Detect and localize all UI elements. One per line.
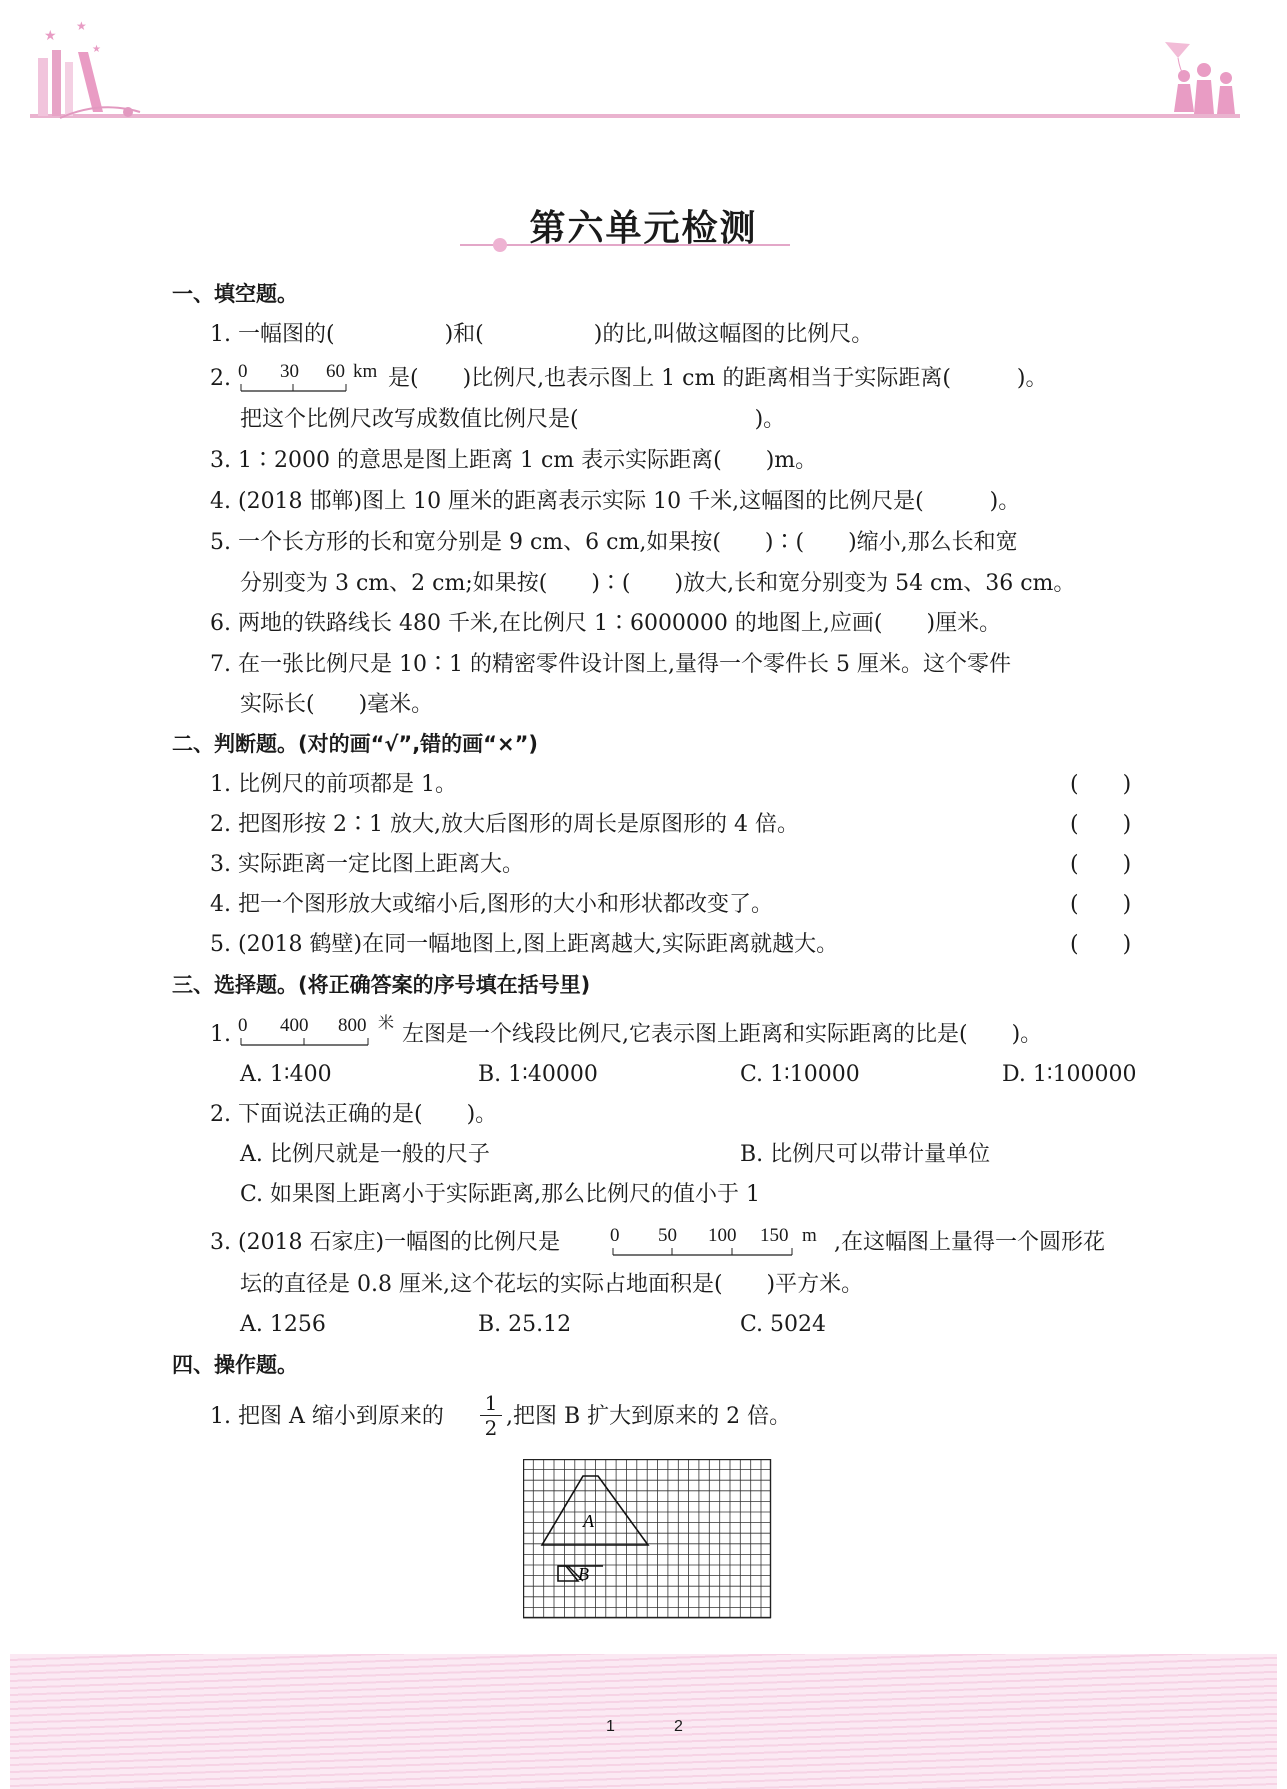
s1-question-1: 1. 一幅图的( )和( )的比,叫做这幅图的比例尺。 <box>210 322 874 347</box>
scale-bar <box>238 382 350 394</box>
s2-item-5: 5. (2018 鹤壁)在同一幅地图上,图上距离越大,实际距离就越大。 <box>210 932 839 957</box>
s4-question-1-pre: 1. 把图 A 缩小到原来的 <box>210 1404 444 1429</box>
scale-unit: m <box>802 1225 817 1246</box>
option-c: C. 如果图上距离小于实际距离,那么比例尺的值小于 1 <box>240 1182 761 1207</box>
s3-question-3b: 坛的直径是 0.8 厘米,这个花坛的实际占地面积是( )平方米。 <box>240 1272 864 1297</box>
s1-question-2a: 是( )比例尺,也表示图上 1 cm 的距离相当于实际距离( )。 <box>388 366 1048 391</box>
option-b: B. 1∶40000 <box>478 1062 598 1087</box>
option-d: D. 1∶100000 <box>1002 1062 1137 1087</box>
option-a: A. 1∶400 <box>240 1062 332 1087</box>
answer-parentheses: ( ) <box>1070 812 1132 837</box>
s3-question-2: 2. 下面说法正确的是( )。 <box>210 1102 498 1127</box>
scale-bar <box>610 1246 795 1258</box>
grid-figure <box>523 1459 773 1619</box>
s1-question-7a: 7. 在一张比例尺是 10∶1 的精密零件设计图上,量得一个零件长 5 厘米。这个零件 <box>210 652 1011 677</box>
s3-question-1-number: 1. <box>210 1022 231 1047</box>
option-a: A. 1256 <box>240 1312 326 1337</box>
scale-tick-label: 0 <box>238 1015 248 1036</box>
s1-question-7b: 实际长( )毫米。 <box>240 692 434 717</box>
fraction-denominator: 2 <box>484 1416 498 1440</box>
scale-tick-label: 800 <box>338 1015 367 1036</box>
option-a: A. 比例尺就是一般的尺子 <box>240 1142 490 1167</box>
line-scale-m <box>610 1226 830 1260</box>
s2-item-4: 4. 把一个图形放大或缩小后,图形的大小和形状都改变了。 <box>210 892 773 917</box>
option-c: C. 1∶10000 <box>740 1062 860 1087</box>
line-scale-meters <box>238 1016 403 1050</box>
scale-tick-label: 50 <box>658 1225 677 1246</box>
answer-parentheses: ( ) <box>1070 892 1132 917</box>
s2-item-1: 1. 比例尺的前项都是 1。 <box>210 772 457 797</box>
s2-item-3: 3. 实际距离一定比图上距离大。 <box>210 852 524 877</box>
label-b: B <box>578 1564 589 1584</box>
s1-question-3: 3. 1∶2000 的意思是图上距离 1 cm 表示实际距离( )m。 <box>210 448 818 473</box>
section-4-heading: 四、操作题。 <box>172 1353 298 1377</box>
s1-question-5a: 5. 一个长方形的长和宽分别是 9 cm、6 cm,如果按( )∶( )缩小,那么长和宽 <box>210 530 1018 555</box>
scale-tick-label: 100 <box>708 1225 737 1246</box>
label-a: A <box>583 1511 594 1531</box>
scale-bar <box>238 1036 378 1048</box>
scale-tick-label: 30 <box>280 361 299 382</box>
s3-question-1-text: 左图是一个线段比例尺,它表示图上距离和实际距离的比是( )。 <box>402 1022 1043 1047</box>
section-1-heading: 一、填空题。 <box>172 282 298 306</box>
scale-tick-label: 60 <box>326 361 345 382</box>
option-b: B. 25.12 <box>478 1312 572 1337</box>
section-2-heading: 二、判断题。(对的画“√”,错的画“×”) <box>172 732 538 756</box>
s1-question-6: 6. 两地的铁路线长 480 千米,在比例尺 1∶6000000 的地图上,应画( )厘米。 <box>210 611 1002 636</box>
line-scale-km <box>238 362 388 396</box>
fraction <box>480 1392 502 1439</box>
svg-text:★: ★ <box>76 19 87 33</box>
fraction-numerator: 1 <box>484 1391 498 1415</box>
scale-tick-label: 400 <box>280 1015 309 1036</box>
option-b: B. 比例尺可以带计量单位 <box>740 1142 991 1167</box>
shape-a <box>542 1476 648 1545</box>
svg-text:★: ★ <box>44 28 57 44</box>
scale-tick-label: 150 <box>760 1225 789 1246</box>
option-c: C. 5024 <box>740 1312 827 1337</box>
s3-question-3-after: ,在这幅图上量得一个圆形花 <box>834 1230 1105 1255</box>
scale-unit: 米 <box>378 1015 395 1032</box>
s2-item-2: 2. 把图形按 2∶1 放大,放大后图形的周长是原图形的 4 倍。 <box>210 812 799 837</box>
s3-question-3-prefix: 3. (2018 石家庄)一幅图的比例尺是 <box>210 1230 561 1255</box>
s1-question-5b: 分别变为 3 cm、2 cm;如果按( )∶( )放大,长和宽分别变为 54 cm、36 cm。 <box>240 571 1076 596</box>
answer-parentheses: ( ) <box>1070 772 1132 797</box>
s1-question-2-number: 2. <box>210 366 231 391</box>
svg-text:★: ★ <box>92 44 101 55</box>
page-number-left: 1 <box>606 1718 615 1735</box>
scale-tick-label: 0 <box>238 361 248 382</box>
page-number-right: 2 <box>674 1718 683 1735</box>
answer-parentheses: ( ) <box>1070 852 1132 877</box>
s1-question-4: 4. (2018 邯郸)图上 10 厘米的距离表示实际 10 千米,这幅图的比例尺是( )。 <box>210 489 1021 514</box>
scale-unit: km <box>353 361 378 382</box>
answer-parentheses: ( ) <box>1070 932 1132 957</box>
scale-tick-label: 0 <box>610 1225 620 1246</box>
header-ornament <box>0 0 1287 140</box>
s1-question-2b: 把这个比例尺改写成数值比例尺是( )。 <box>240 407 786 432</box>
header-decoration <box>0 0 1287 140</box>
section-3-heading: 三、选择题。(将正确答案的序号填在括号里) <box>172 973 591 997</box>
title-underline <box>460 234 790 254</box>
page-title: 第六单元检测 <box>529 208 758 249</box>
footer-band <box>10 1654 1277 1789</box>
s4-question-1-post: ,把图 B 扩大到原来的 2 倍。 <box>506 1404 792 1429</box>
